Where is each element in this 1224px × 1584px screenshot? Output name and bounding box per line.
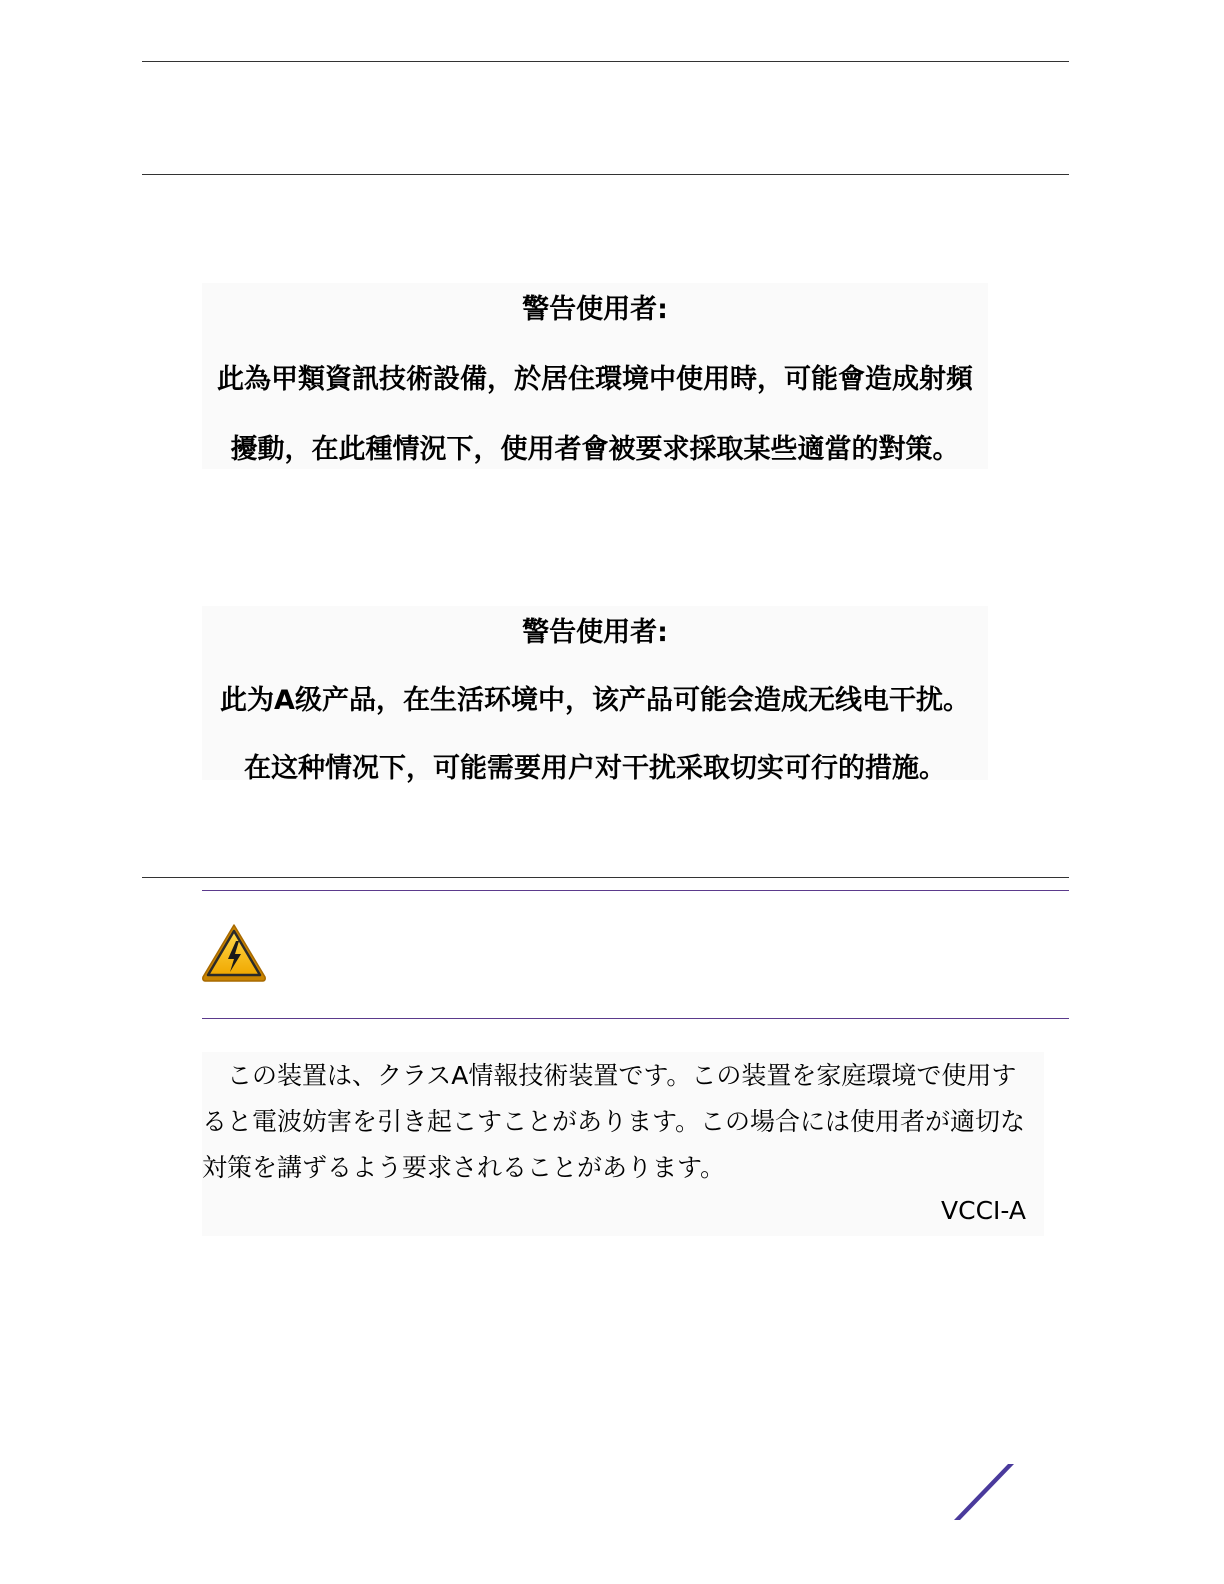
japan-notice-line-3: 対策を講ずるよう要求されることがあります。 [202, 1153, 726, 1182]
china-notice-line-1: 此为A级产品，在生活环境中，该产品可能会造成无线电干扰。 [220, 685, 970, 716]
warning-top-rule [202, 890, 1069, 891]
taiwan-notice [202, 283, 988, 469]
taiwan-notice-line-2: 擾動，在此種情況下，使用者會被要求採取某些適當的對策。 [230, 434, 960, 465]
warning-bottom-rule [202, 1018, 1069, 1019]
japan-notice-line-1: この装置は、クラスA情報技術装置です。この装置を家庭環境で使用す [202, 1061, 1017, 1090]
header-bottom-rule [142, 174, 1069, 175]
taiwan-notice-title: 警告使用者: [522, 294, 668, 325]
electrical-hazard-warning-icon [200, 922, 268, 984]
china-notice-line-2: 在这种情况下，可能需要用户对干扰采取切实可行的措施。 [244, 753, 946, 784]
section-divider-rule [142, 877, 1069, 878]
china-notice [202, 606, 988, 784]
japan-notice-line-2: ると電波妨害を引き起こすことがあります。この場合には使用者が適切な [202, 1107, 1026, 1136]
vcci-label: VCCI-A [941, 1196, 1026, 1225]
brand-slash-mark [950, 1462, 1016, 1522]
taiwan-notice-line-1: 此為甲類資訊技術設備，於居住環境中使用時，可能會造成射頻 [217, 364, 973, 395]
header-top-rule [142, 61, 1069, 62]
japan-vcci-notice [202, 1052, 1044, 1236]
china-notice-title: 警告使用者: [522, 617, 668, 648]
